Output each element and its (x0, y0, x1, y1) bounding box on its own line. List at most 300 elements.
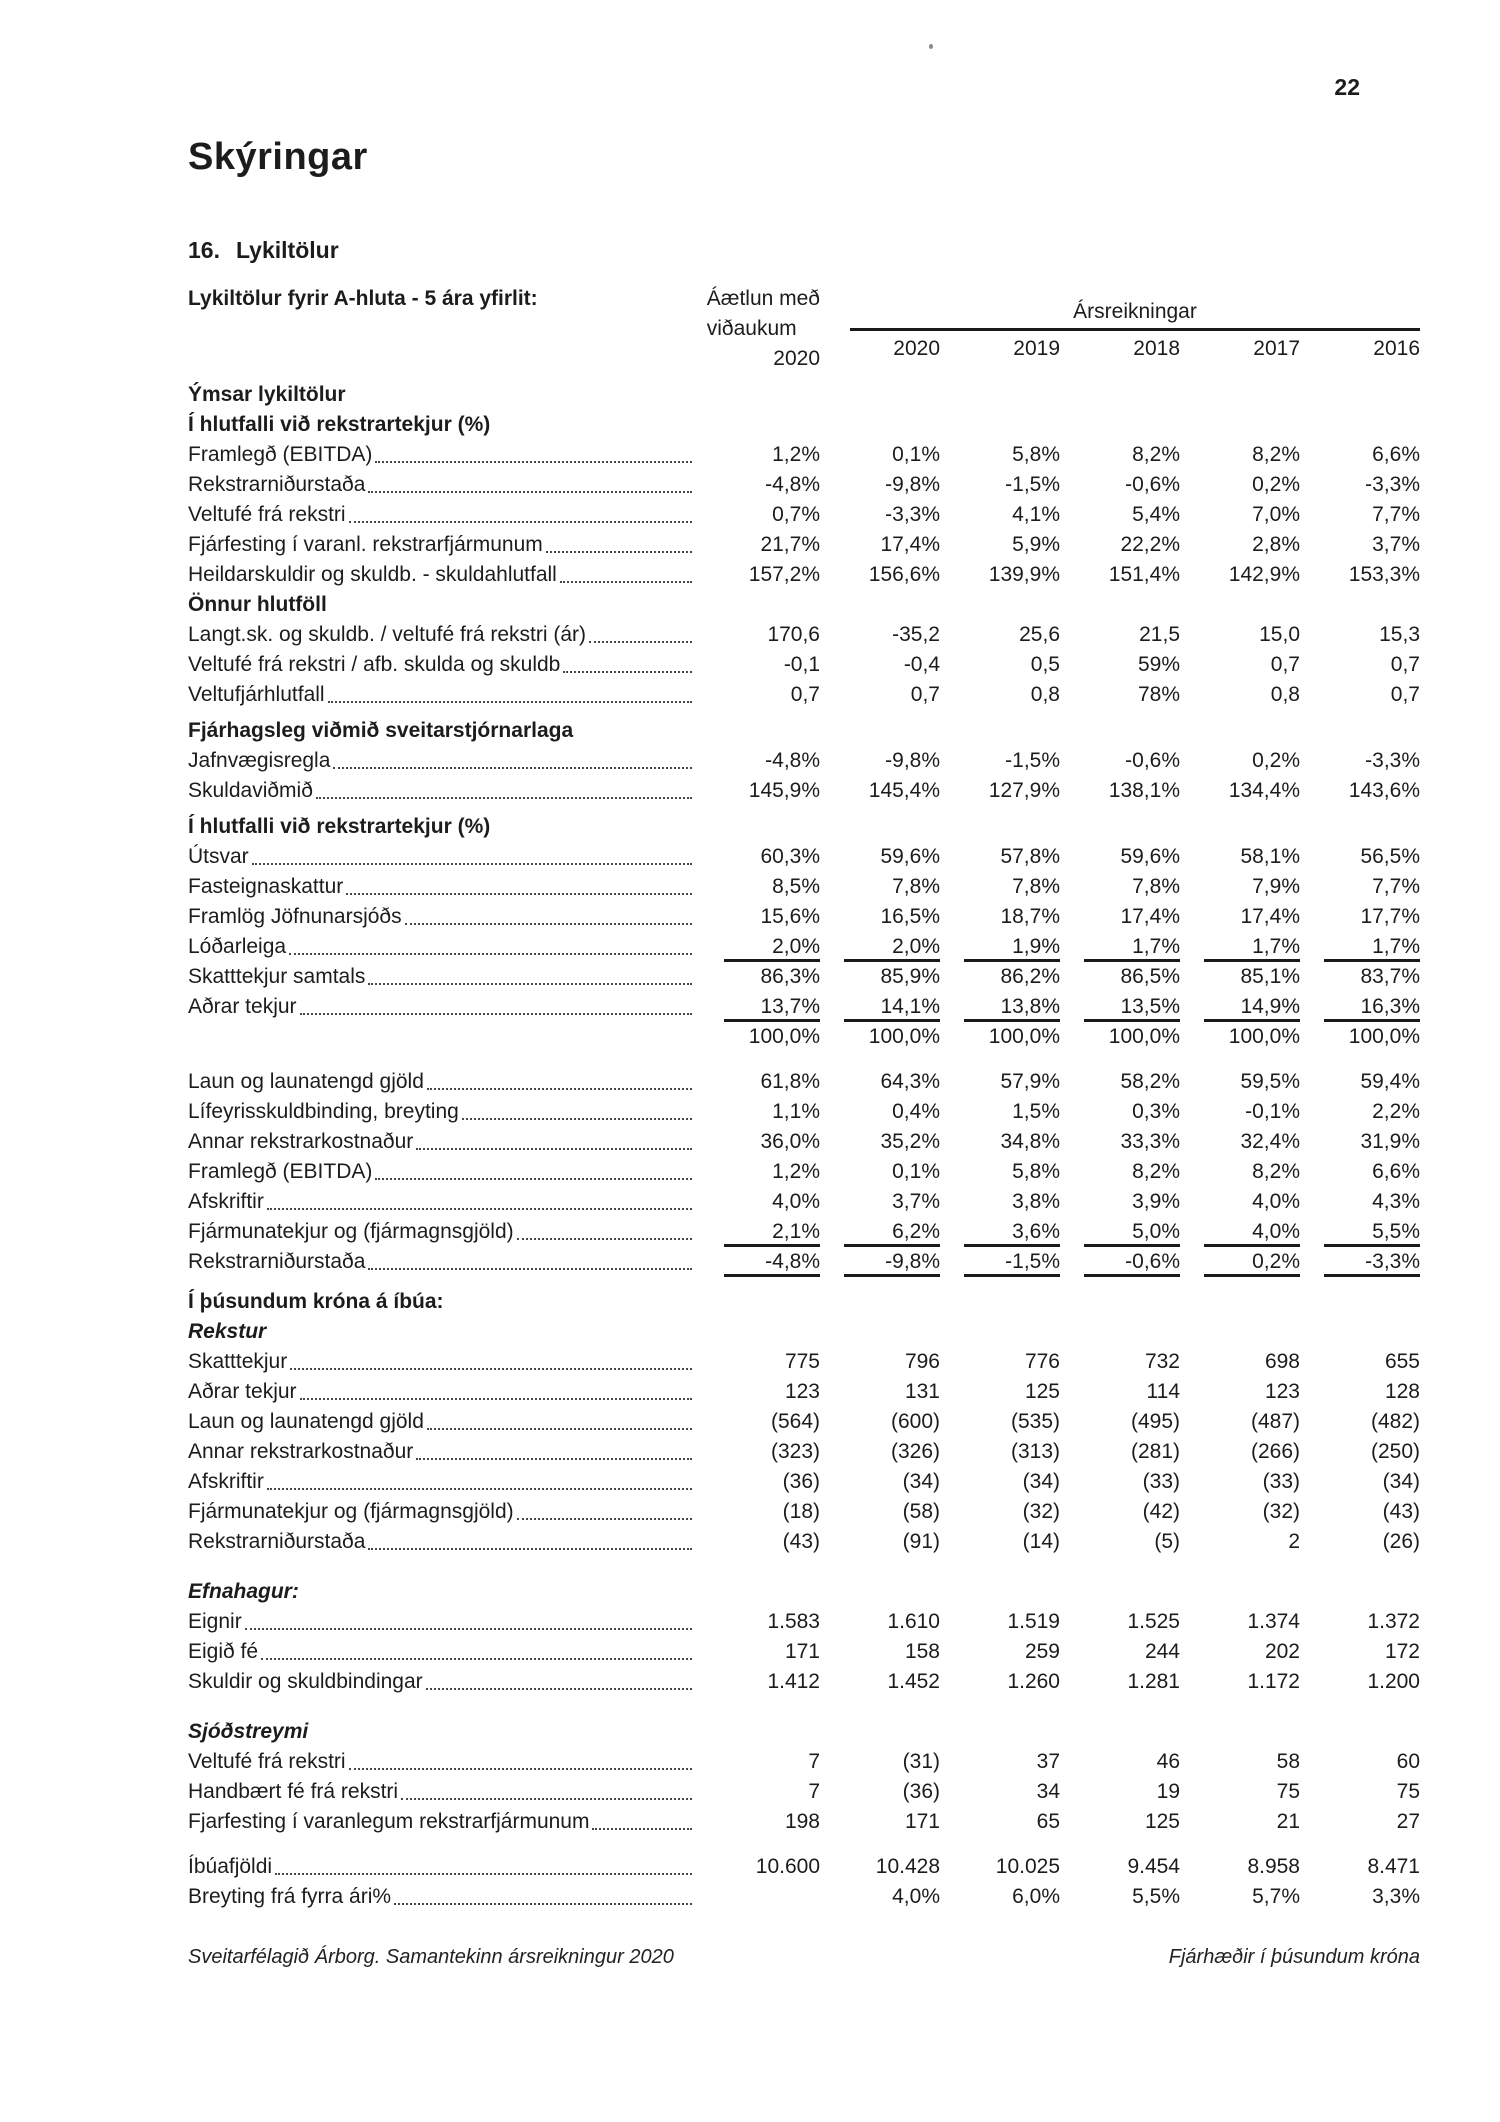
value-cell: 36,0% (760, 1130, 820, 1153)
row-label (188, 776, 700, 806)
row-label-text: Sjóðstreymi (188, 1720, 309, 1743)
value-cell: -0,6% (1125, 473, 1180, 496)
row-label (188, 1317, 700, 1347)
value-cell: 1.200 (1367, 1670, 1420, 1693)
section-header-row (188, 716, 1420, 746)
value-cell: 86,5% (1120, 965, 1180, 988)
dot-leader (560, 581, 692, 583)
table-row (188, 746, 1420, 776)
value-cell: 0,7 (910, 683, 940, 706)
dot-leader (275, 1873, 692, 1875)
row-label-text: Ýmsar lykiltölur (188, 383, 346, 406)
footer-right: Fjárhæðir í þúsundum króna (1168, 1946, 1420, 1968)
value-cell: 1.374 (1247, 1610, 1300, 1633)
value-cell: 59,4% (1360, 1070, 1420, 1093)
value-cell: 8,2% (1252, 443, 1300, 466)
value-cell: 6,6% (1372, 1160, 1420, 1183)
value-cell: 0,1% (892, 443, 940, 466)
value-cell: 7,8% (1012, 875, 1060, 898)
value-cell: 3,6% (964, 1217, 1060, 1247)
dot-leader (517, 1518, 692, 1520)
value-cell: -1,5% (1005, 749, 1060, 772)
value-cell: 100,0% (1228, 1025, 1300, 1048)
value-cell: 34 (1036, 1780, 1060, 1803)
row-label-text: Í hlutfalli við rekstrartekjur (%) (188, 413, 491, 436)
dot-leader (261, 1658, 692, 1660)
value-cell: 5,8% (1012, 1160, 1060, 1183)
row-label-text: Skuldaviðmið (188, 779, 313, 802)
value-cell: 127,9% (988, 779, 1060, 802)
value-cell: 4,1% (1012, 503, 1060, 526)
value-cell: 0,2% (1252, 749, 1300, 772)
total-row (188, 1022, 1420, 1052)
section-header-row (188, 590, 1420, 620)
value-cell: (487) (1250, 1410, 1300, 1433)
row-label-text: Afskriftir (188, 1470, 264, 1493)
row-label (188, 560, 700, 590)
value-cell: -9,8% (885, 473, 940, 496)
value-cell: 1.372 (1367, 1610, 1420, 1633)
value-cell: 10.025 (995, 1855, 1060, 1878)
row-spacer (188, 1837, 1420, 1852)
dot-leader (245, 1628, 692, 1630)
row-label-text: Fjarfesting í varanlegum rekstrarfjármunum (188, 1810, 590, 1833)
value-cell: 4,0% (1204, 1217, 1300, 1247)
value-cell: 1.610 (887, 1610, 940, 1633)
dot-leader (349, 1768, 692, 1770)
value-cell: 60,3% (760, 845, 820, 868)
value-cell: (34) (1022, 1470, 1060, 1493)
section-header-row (188, 812, 1420, 842)
row-label (188, 1407, 700, 1437)
value-cell: 100,0% (748, 1025, 820, 1048)
table-row (188, 500, 1420, 530)
value-cell: 27 (1396, 1810, 1420, 1833)
value-cell: 1.519 (1007, 1610, 1060, 1633)
dot-leader (517, 1238, 692, 1240)
value-cell: 32,4% (1240, 1130, 1300, 1153)
value-cell: 56,5% (1360, 845, 1420, 868)
value-cell: 2,8% (1252, 533, 1300, 556)
value-cell: 57,9% (1000, 1070, 1060, 1093)
row-label-text: Laun og launatengd gjöld (188, 1070, 424, 1093)
dot-leader (267, 1488, 692, 1490)
value-cell: (266) (1250, 1440, 1300, 1463)
table-row (188, 1467, 1420, 1497)
value-cell: 2,0% (724, 932, 820, 962)
value-cell: (36) (782, 1470, 820, 1493)
row-label (188, 470, 700, 500)
value-cell: 698 (1264, 1350, 1300, 1373)
value-cell: (42) (1142, 1500, 1180, 1523)
value-cell: 8,2% (1252, 1160, 1300, 1183)
dot-leader (427, 1088, 692, 1090)
row-label-text: Skatttekjur samtals (188, 965, 366, 988)
column-header-plan (700, 284, 820, 374)
value-cell: (43) (782, 1530, 820, 1553)
row-label (188, 1777, 700, 1807)
row-label-text: Jafnvægisregla (188, 749, 331, 772)
year-header: 2016 (1373, 337, 1420, 360)
dot-leader (252, 863, 692, 865)
value-cell: 9.454 (1127, 1855, 1180, 1878)
value-cell: 83,7% (1360, 965, 1420, 988)
row-label (188, 1497, 700, 1527)
value-cell: 202 (1264, 1640, 1300, 1663)
value-cell: 157,2% (748, 563, 820, 586)
row-label (188, 1807, 700, 1837)
row-label (188, 1127, 700, 1157)
row-label-text: Laun og launatengd gjöld (188, 1410, 424, 1433)
row-label (188, 620, 700, 650)
value-cell: 5,7% (1252, 1885, 1300, 1908)
value-cell: 3,8% (1012, 1190, 1060, 1213)
row-label (188, 716, 700, 746)
row-label (188, 1287, 700, 1317)
row-label (188, 746, 700, 776)
row-label (188, 1577, 700, 1607)
table-row (188, 1607, 1420, 1637)
row-label (188, 932, 700, 962)
value-cell: 21 (1276, 1810, 1300, 1833)
value-cell: 86,2% (1000, 965, 1060, 988)
dot-leader (589, 641, 692, 643)
table-row (188, 1347, 1420, 1377)
value-cell: 114 (1146, 1380, 1180, 1403)
value-cell: 1.281 (1127, 1670, 1180, 1693)
value-cell: (18) (782, 1500, 820, 1523)
value-cell: 4,0% (892, 1885, 940, 1908)
value-cell: 59,6% (1120, 845, 1180, 868)
value-cell: (31) (902, 1750, 940, 1773)
value-cell: 1,2% (772, 1160, 820, 1183)
value-cell: 65 (1036, 1810, 1060, 1833)
value-cell: 7,0% (1252, 503, 1300, 526)
value-cell: 10.600 (755, 1855, 820, 1878)
value-cell: 17,4% (880, 533, 940, 556)
value-cell: 100,0% (868, 1025, 940, 1048)
dot-leader (290, 1368, 692, 1370)
value-cell: 732 (1144, 1350, 1180, 1373)
row-label-text: Efnahagur: (188, 1580, 299, 1603)
value-cell: 1,9% (964, 932, 1060, 962)
value-cell: -4,8% (765, 749, 820, 772)
table-row (188, 1667, 1420, 1697)
value-cell: 0,4% (892, 1100, 940, 1123)
value-cell: 15,3 (1379, 623, 1420, 646)
value-cell: 13,7% (724, 992, 820, 1022)
value-cell: 59% (1137, 653, 1180, 676)
value-cell: (36) (902, 1780, 940, 1803)
page-footer (188, 1946, 1420, 1969)
value-cell: 86,3% (760, 965, 820, 988)
dot-leader (328, 701, 692, 703)
dot-leader (592, 1828, 692, 1830)
value-cell: 655 (1384, 1350, 1420, 1373)
row-spacer (188, 1697, 1420, 1717)
value-cell: 64,3% (880, 1070, 940, 1093)
table-header (188, 284, 1420, 374)
value-cell: 7,7% (1372, 875, 1420, 898)
row-label-text: Íbúafjöldi (188, 1855, 273, 1878)
section-heading (188, 237, 1420, 264)
value-cell: 37 (1036, 1750, 1060, 1773)
value-cell: 34,8% (1000, 1130, 1060, 1153)
value-cell: 100,0% (988, 1025, 1060, 1048)
value-cell: 17,4% (1120, 905, 1180, 928)
value-cell: 128 (1384, 1380, 1420, 1403)
row-label-text: Skuldir og skuldbindingar (188, 1670, 423, 1693)
row-label-text: Fjármunatekjur og (fjármagnsgjöld) (188, 1220, 514, 1243)
value-cell: 22,2% (1120, 533, 1180, 556)
row-label (188, 992, 700, 1022)
value-cell: 8,5% (772, 875, 820, 898)
row-label-text: Aðrar tekjur (188, 995, 297, 1018)
value-cell: 8,2% (1132, 443, 1180, 466)
section-header-row (188, 1317, 1420, 1347)
value-cell: 85,1% (1240, 965, 1300, 988)
value-cell: (26) (1382, 1530, 1420, 1553)
value-cell: 7,9% (1252, 875, 1300, 898)
row-label-text: Skatttekjur (188, 1350, 288, 1373)
value-cell: 13,8% (964, 992, 1060, 1022)
value-cell: 8.958 (1247, 1855, 1300, 1878)
table-row (188, 962, 1420, 992)
value-cell: 4,0% (1252, 1190, 1300, 1213)
row-label (188, 650, 700, 680)
row-label (188, 1347, 700, 1377)
value-cell: 75 (1276, 1780, 1300, 1803)
table-row (188, 1437, 1420, 1467)
value-cell: 16,3% (1324, 992, 1420, 1022)
row-label-text: Veltufé frá rekstri (188, 1750, 346, 1773)
value-cell: -4,8% (765, 473, 820, 496)
row-label (188, 1717, 700, 1747)
value-cell: 1.412 (767, 1670, 820, 1693)
row-label (188, 1527, 700, 1557)
value-cell: 158 (904, 1640, 940, 1663)
row-label (188, 440, 700, 470)
section-number: 16. (188, 237, 220, 263)
table-row (188, 1187, 1420, 1217)
table-row (188, 440, 1420, 470)
value-cell: 3,7% (892, 1190, 940, 1213)
row-label-text: Fjármunatekjur og (fjármagnsgjöld) (188, 1500, 514, 1523)
table-row (188, 1247, 1420, 1277)
value-cell: 2,2% (1372, 1100, 1420, 1123)
value-cell: 7 (808, 1780, 820, 1803)
value-cell: 21,7% (760, 533, 820, 556)
value-cell: 31,9% (1360, 1130, 1420, 1153)
value-cell: 33,3% (1120, 1130, 1180, 1153)
row-label-text: Rekstrarniðurstaða (188, 473, 366, 496)
table-row (188, 530, 1420, 560)
value-cell: 60 (1396, 1750, 1420, 1773)
row-label-text: Önnur hlutföll (188, 593, 327, 616)
value-cell: -4,8% (724, 1247, 820, 1277)
value-cell: 7 (808, 1750, 820, 1773)
dot-leader (368, 491, 692, 493)
row-label (188, 842, 700, 872)
value-cell: 58,1% (1240, 845, 1300, 868)
value-cell: (91) (902, 1530, 940, 1553)
row-label (188, 500, 700, 530)
table-row (188, 1157, 1420, 1187)
table-row (188, 1807, 1420, 1837)
dot-leader (349, 521, 692, 523)
value-cell: 14,1% (844, 992, 940, 1022)
row-label (188, 1247, 700, 1277)
page-content (188, 0, 1420, 1969)
value-cell: -0,4 (903, 653, 940, 676)
value-cell: 100,0% (1108, 1025, 1180, 1048)
dot-leader (426, 1688, 692, 1690)
row-label (188, 962, 700, 992)
row-label (188, 1667, 700, 1697)
dot-leader (316, 797, 692, 799)
value-cell: 5,5% (1132, 1885, 1180, 1908)
value-cell: 0,2% (1252, 473, 1300, 496)
value-cell: (33) (1262, 1470, 1300, 1493)
value-cell: 6,6% (1372, 443, 1420, 466)
value-cell: 1.172 (1247, 1670, 1300, 1693)
value-cell: (34) (902, 1470, 940, 1493)
value-cell: 138,1% (1108, 779, 1180, 802)
footer-left: Sveitarfélagið Árborg. Samantekinn ársreikningur 2020 (188, 1946, 674, 1968)
value-cell: (33) (1142, 1470, 1180, 1493)
value-cell: 0,5 (1030, 653, 1060, 676)
value-cell: 8.471 (1367, 1855, 1420, 1878)
row-label (188, 1217, 700, 1247)
row-label-text: Eignir (188, 1610, 242, 1633)
value-cell: 125 (1024, 1380, 1060, 1403)
row-label (188, 902, 700, 932)
value-cell: 1.452 (887, 1670, 940, 1693)
dot-leader (346, 893, 692, 895)
table-row (188, 470, 1420, 500)
value-cell: 5,8% (1012, 443, 1060, 466)
table-row (188, 1407, 1420, 1437)
years-row (820, 334, 1420, 364)
row-label-text: Lífeyrisskuldbinding, breyting (188, 1100, 459, 1123)
table-row (188, 1097, 1420, 1127)
value-cell: 0,7 (790, 683, 820, 706)
table-row (188, 680, 1420, 710)
value-cell: 0,7 (1390, 683, 1420, 706)
value-cell: 172 (1384, 1640, 1420, 1663)
value-cell: 10.428 (875, 1855, 940, 1878)
year-header: 2017 (1253, 337, 1300, 360)
dot-leader (375, 1178, 692, 1180)
row-label-text: Veltufé frá rekstri (188, 503, 346, 526)
value-cell: 259 (1024, 1640, 1060, 1663)
value-cell: 58,2% (1120, 1070, 1180, 1093)
value-cell: 1.583 (767, 1610, 820, 1633)
value-cell: 17,4% (1240, 905, 1300, 928)
table-body (188, 380, 1420, 1912)
value-cell: 7,7% (1372, 503, 1420, 526)
dot-leader (546, 551, 692, 553)
value-cell: -1,5% (964, 1247, 1060, 1277)
row-label-text: Eigið fé (188, 1640, 259, 1663)
value-cell: 1.525 (1127, 1610, 1180, 1633)
row-label (188, 812, 700, 842)
value-cell: 6,2% (844, 1217, 940, 1247)
value-cell: (323) (770, 1440, 820, 1463)
row-label (188, 1882, 700, 1912)
table-row (188, 1497, 1420, 1527)
value-cell: 139,9% (988, 563, 1060, 586)
row-label (188, 1377, 700, 1407)
scan-speck (929, 44, 933, 49)
row-label (188, 1022, 700, 1052)
dot-leader (401, 1798, 692, 1800)
row-label (188, 872, 700, 902)
value-cell: 21,5 (1139, 623, 1180, 646)
value-cell: 57,8% (1000, 845, 1060, 868)
table-row (188, 1217, 1420, 1247)
value-cell: 244 (1144, 1640, 1180, 1663)
value-cell: -3,3% (1324, 1247, 1420, 1277)
value-cell: -3,3% (1365, 749, 1420, 772)
page-title: Skýringar (188, 136, 368, 178)
table-row (188, 560, 1420, 590)
dot-leader (394, 1903, 692, 1905)
dot-leader (368, 983, 692, 985)
row-label-text: Rekstrarniðurstaða (188, 1530, 366, 1553)
value-cell: 2,1% (724, 1217, 820, 1247)
value-cell: 123 (1264, 1380, 1300, 1403)
value-cell: 0,8 (1030, 683, 1060, 706)
value-cell: 3,9% (1132, 1190, 1180, 1213)
table-row (188, 1882, 1420, 1912)
row-label (188, 680, 700, 710)
row-label-text: Framlög Jöfnunarsjóðs (188, 905, 402, 928)
dot-leader (416, 1458, 692, 1460)
value-cell: 2,0% (844, 932, 940, 962)
value-cell: 0,7 (1270, 653, 1300, 676)
value-cell: 142,9% (1228, 563, 1300, 586)
table-row (188, 932, 1420, 962)
table-row (188, 1527, 1420, 1557)
value-cell: (482) (1370, 1410, 1420, 1433)
row-label (188, 1187, 700, 1217)
table-row (188, 650, 1420, 680)
row-label-text: Afskriftir (188, 1190, 264, 1213)
value-cell: 123 (784, 1380, 820, 1403)
section-title: Lykiltölur (235, 237, 339, 263)
value-cell: 171 (784, 1640, 820, 1663)
dot-leader (300, 1398, 692, 1400)
row-label-text: Aðrar tekjur (188, 1380, 297, 1403)
row-label (188, 1437, 700, 1467)
dot-leader (368, 1268, 692, 1270)
value-cell: 46 (1156, 1750, 1180, 1773)
value-cell: -0,1 (783, 653, 820, 676)
value-cell: -1,5% (1005, 473, 1060, 496)
table-row (188, 776, 1420, 806)
value-cell: -35,2 (892, 623, 940, 646)
table-row (188, 872, 1420, 902)
value-cell: 8,2% (1132, 1160, 1180, 1183)
value-cell: 170,6 (767, 623, 820, 646)
value-cell: 58 (1276, 1750, 1300, 1773)
page-number: 22 (1334, 74, 1360, 100)
value-cell: 5,9% (1012, 533, 1060, 556)
value-cell: 16,5% (880, 905, 940, 928)
row-label (188, 1467, 700, 1497)
row-label-text: Annar rekstrarkostnaður (188, 1440, 414, 1463)
